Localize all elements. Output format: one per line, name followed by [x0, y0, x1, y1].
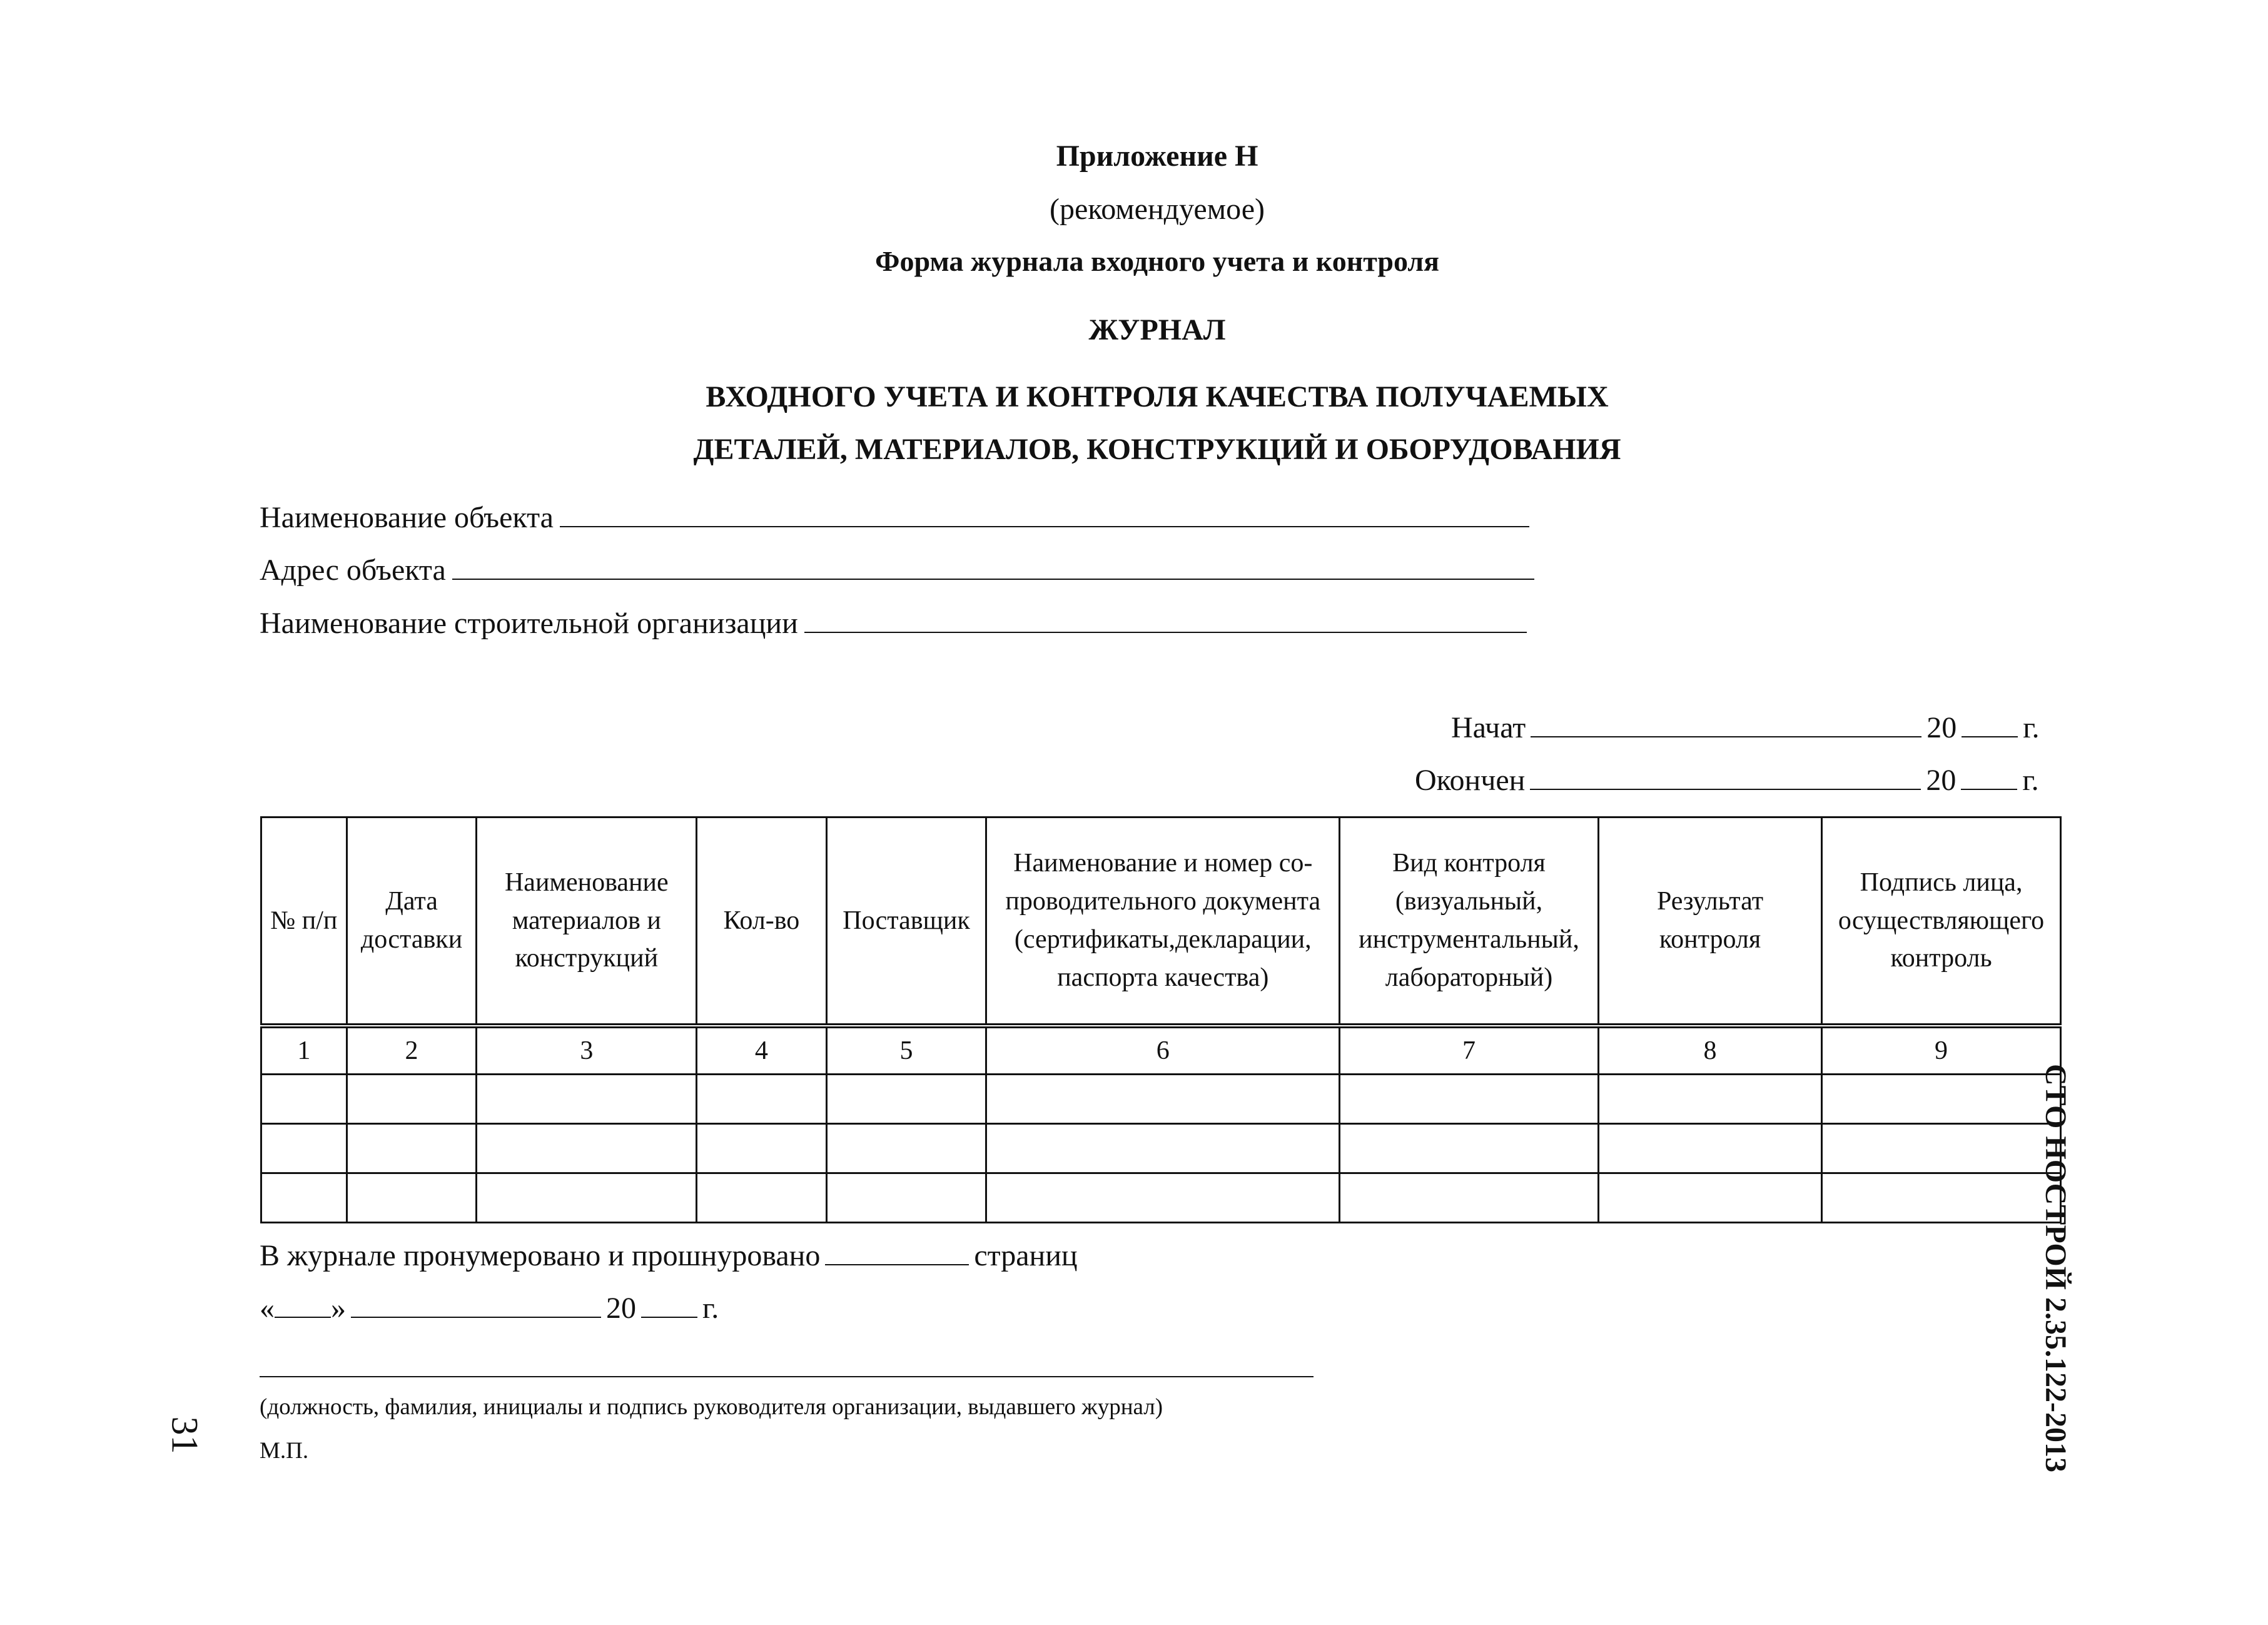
start-year-blank [1962, 711, 2018, 737]
table-cell [1822, 1075, 2061, 1124]
col-number: 4 [697, 1026, 826, 1075]
table-cell [697, 1173, 826, 1223]
col-header-document: Наименование и номер со-проводительного документа (сертификаты,декларации, паспорта качества) [986, 818, 1340, 1026]
quote-close: » [331, 1292, 346, 1325]
col-header-materials: Наименование материалов и конструкций [477, 818, 697, 1026]
table-cell [1340, 1075, 1599, 1124]
month-blank [351, 1292, 601, 1318]
start-date-blank [1531, 711, 1921, 737]
org-name-blank [804, 607, 1527, 633]
col-number: 9 [1822, 1026, 2061, 1075]
table-cell [1340, 1124, 1599, 1173]
pages-suffix: страниц [974, 1239, 1078, 1272]
issue-year-suffix: г. [702, 1292, 719, 1325]
start-date-field [1451, 711, 2040, 745]
col-header-signature: Подпись лица, осуществляющего контроль [1822, 818, 2061, 1026]
table-cell [477, 1124, 697, 1173]
standard-code: СТО НОСТРОЙ 2.35.122-2013 [2039, 1063, 2073, 1473]
col-header-supplier: Поставщик [826, 818, 986, 1026]
org-name-label: Наименование строительной организации [260, 607, 798, 640]
col-header-delivery-date: Дата доставки [347, 818, 477, 1026]
table-cell [697, 1075, 826, 1124]
end-date-field [1415, 763, 2039, 797]
table-cell [261, 1075, 347, 1124]
object-address-label: Адрес объекта [260, 554, 446, 587]
page-number: 31 [164, 1416, 206, 1454]
object-address-field [260, 553, 1534, 587]
table-cell [697, 1124, 826, 1173]
table-cell [347, 1124, 477, 1173]
start-year-prefix: 20 [1926, 711, 1957, 744]
journal-title-line-2: ДЕТАЛЕЙ, МАТЕРИАЛОВ, КОНСТРУКЦИЙ И ОБОРУДОВАНИЯ [693, 433, 1621, 466]
day-blank [275, 1292, 331, 1318]
table-row [261, 1173, 2061, 1223]
start-date-label: Начат [1451, 711, 1526, 744]
pages-count-blank [825, 1239, 969, 1265]
signature-caption: (должность, фамилия, инициалы и подпись руководителя организации, выдавшего журнал) [260, 1394, 1163, 1420]
col-number: 7 [1340, 1026, 1599, 1075]
table-cell [986, 1173, 1340, 1223]
table-cell [826, 1124, 986, 1173]
col-number: 5 [826, 1026, 986, 1075]
table-cell [1598, 1173, 1821, 1223]
appendix-status: (рекомендуемое) [1050, 193, 1265, 226]
pages-count-statement [260, 1238, 1078, 1273]
table-cell [826, 1173, 986, 1223]
table-cell [1340, 1173, 1599, 1223]
end-year-prefix: 20 [1926, 764, 1957, 797]
pages-prefix: В журнале пронумеровано и прошнуровано [260, 1239, 821, 1272]
col-number: 1 [261, 1026, 347, 1075]
issue-year-prefix: 20 [606, 1292, 636, 1325]
form-title: Форма журнала входного учета и контроля [874, 245, 1440, 277]
journal-table [260, 816, 2062, 1223]
end-date-blank [1530, 764, 1921, 790]
col-header-control-result: Результат контроля [1598, 818, 1821, 1026]
table-cell [261, 1124, 347, 1173]
appendix-title: Приложение Н [1056, 139, 1258, 173]
table-cell [826, 1075, 986, 1124]
col-number: 3 [477, 1026, 697, 1075]
end-date-label: Окончен [1415, 764, 1526, 797]
table-row [261, 1124, 2061, 1173]
table-cell [477, 1075, 697, 1124]
table-cell [347, 1173, 477, 1223]
col-number: 6 [986, 1026, 1340, 1075]
end-year-suffix: г. [2022, 764, 2039, 797]
issue-date-field [260, 1291, 719, 1325]
issue-year-blank [641, 1292, 697, 1318]
table-cell [1598, 1124, 1821, 1173]
table-cell [986, 1075, 1340, 1124]
org-name-field [260, 606, 1527, 640]
object-address-blank [452, 554, 1534, 580]
col-number: 2 [347, 1026, 477, 1075]
quote-open: « [260, 1292, 275, 1325]
end-year-blank [1961, 764, 2017, 790]
table-header-row [261, 818, 2061, 1026]
col-header-number: № п/п [261, 818, 347, 1026]
table-cell [1822, 1173, 2061, 1223]
journal-title-line-1: ВХОДНОГО УЧЕТА И КОНТРОЛЯ КАЧЕСТВА ПОЛУЧАЕМЫХ [706, 380, 1609, 413]
table-cell [347, 1075, 477, 1124]
table-cell [1598, 1075, 1821, 1124]
object-name-field [260, 500, 1529, 535]
journal-heading: ЖУРНАЛ [1088, 313, 1226, 347]
stamp-label: М.П. [260, 1438, 309, 1464]
table-cell [477, 1173, 697, 1223]
col-header-quantity: Кол-во [697, 818, 826, 1026]
table-cell [261, 1173, 347, 1223]
signature-line [260, 1376, 1314, 1377]
start-year-suffix: г. [2023, 711, 2040, 744]
col-header-control-type: Вид контроля (визуальный, инструментальный, лабораторный) [1340, 818, 1599, 1026]
table-row [261, 1075, 2061, 1124]
object-name-label: Наименование объекта [260, 501, 554, 534]
object-name-blank [560, 501, 1529, 527]
table-cell [986, 1124, 1340, 1173]
table-cell [1822, 1124, 2061, 1173]
col-number: 8 [1598, 1026, 1821, 1075]
table-number-row [261, 1026, 2061, 1075]
